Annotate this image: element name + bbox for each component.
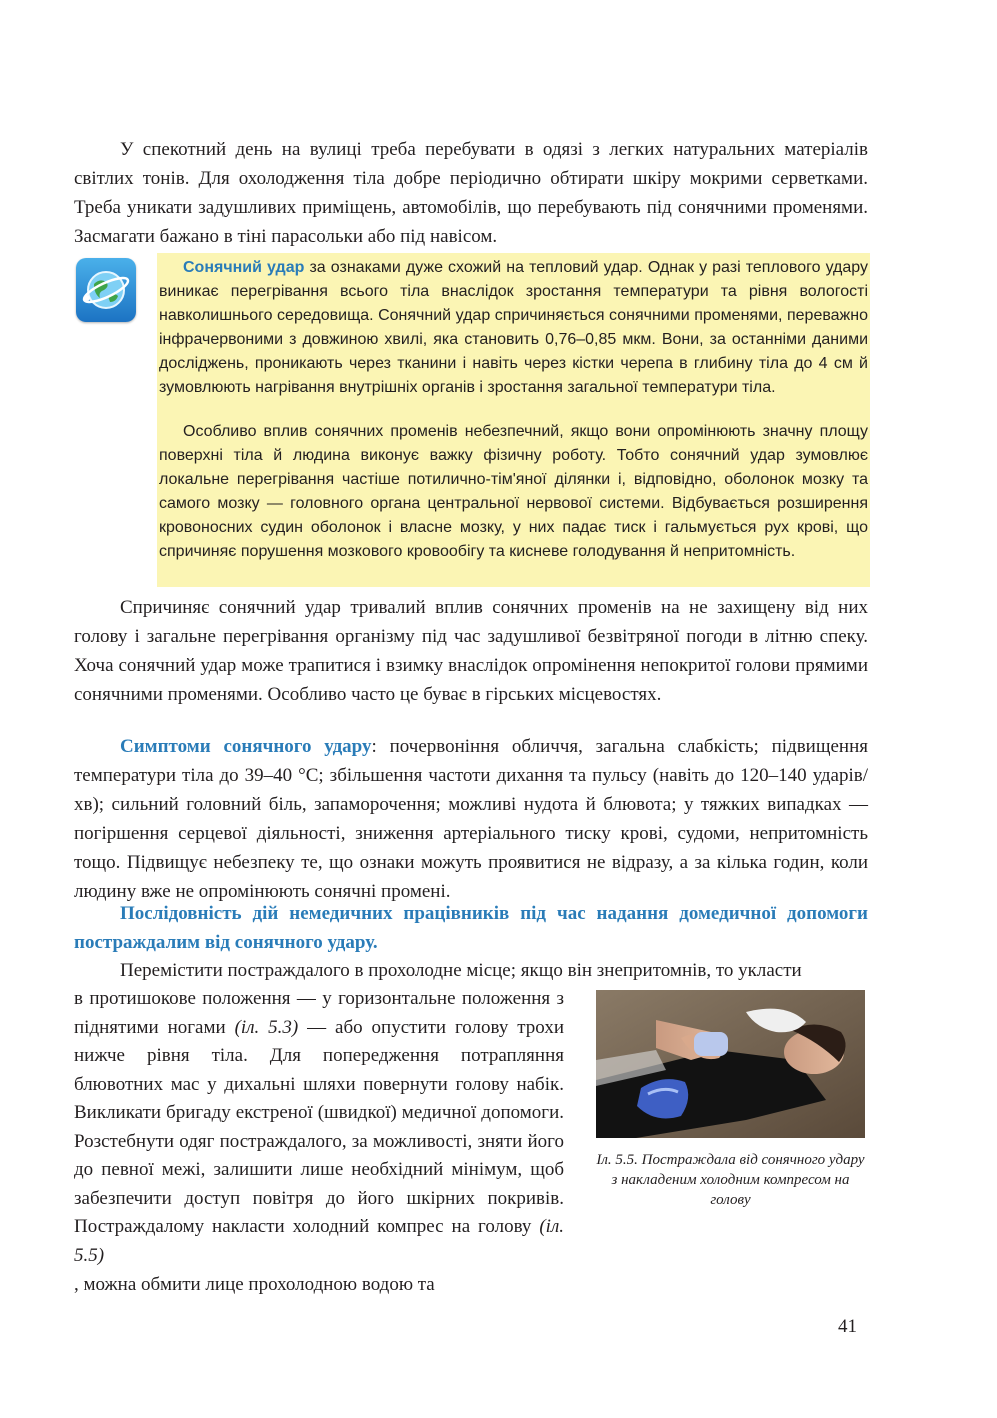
figure-5-5-photo — [596, 990, 865, 1138]
symptoms-paragraph — [74, 732, 868, 906]
globe-info-icon — [76, 258, 136, 322]
actions-text-a: в протишокове положення — у горизонтальне положення з піднятими ногами — [74, 988, 564, 1038]
figure-reference-5-5: (іл. 5.5) — [74, 1216, 564, 1266]
figure-5-5-caption: Іл. 5.5. Постраждала від сонячного удару з накладеним холодним компресом на голову — [596, 1152, 865, 1208]
actions-heading: Послідовність дій немедичних працівників під час надання домедичної допомоги постраждалим від сонячного удару. — [74, 903, 868, 953]
info-box-term: Сонячний удар — [183, 259, 305, 276]
actions-first-line: Перемістити постраждалого в прохолодне місце; якщо він знепритомнів, то укласти — [120, 960, 802, 981]
intro-paragraph: У спекотний день на вулиці треба перебувати в одязі з легких натуральних матеріалів світлих тонів. Для охолодження тіла добре періодично обтирати шкіру мокрими серветками. Треба уникати задушливих приміщень, автомобілів, що перебувають під сонячними променями. Засмагати бажано в тіні парасольки або під навісом. — [74, 139, 868, 247]
info-box-paragraph-2: Особливо вплив сонячних променів небезпечний, якщо вони опромінюють значну площу поверхні тіла й людина виконує важку фізичну роботу. Тобто сонячний удар зумовлює локальне перегрівання частіше потилично-тім'яної ділянки і, відповідно, оболонок мозку та самого мозку — головного органа центральної нервової системи. Відбувається розширення кровоносних судин оболонок і власне мозку, у них падає тиск і гальмується рух крові, що спричиняє порушення мозкового кровообігу та кисневе голодування й непритомність. — [159, 423, 868, 560]
figure-reference-5-3: (іл. 5.3) — [234, 1016, 299, 1038]
actions-wrapped-paragraph — [74, 985, 564, 1270]
info-box-paragraph-1-text: за ознаками дуже схожий на тепловий удар. Однак у разі теплового удару виникає перегрівання всього тіла внаслідок зростання температури та рівня вологості навколишнього середовища. Сонячний удар спричиняється сонячними променями, переважно інфрачервоними з довжиною хвилі, яка становить 0,76–0,85 мкм. Вони, за останніми даними досліджень, проникають через тканини і навіть через кістки черепа в глибину тіла до 4 см й зумовлюють нагрівання внутрішніх органів і зростання загальної температури тіла. — [159, 259, 868, 396]
symptoms-text: : почервоніння обличчя, загальна слабкість; підвищення температури тіла до 39–40 °С; збільшення частоти дихання та пульсу (навіть до 120–140 ударів/хв); сильний головний біль, запаморочення; можливі нудота й блювота; у тяжких випадках — погіршення серцевої діяльності, зниження артеріального тиску крові, судоми, непритомність тощо. Підвищує небезпеку те, що ознаки можуть проявитися не відразу, а за кілька годин, коли людину вже не опромінюють сонячні промені. — [74, 736, 868, 902]
symptoms-term: Симптоми сонячного удару — [120, 736, 372, 757]
causes-paragraph: Спричиняє сонячний удар тривалий вплив сонячних променів на не захищену від них голову і загальне перегрівання організму під час задушливої безвітряної погоди в літню спеку. Хоча сонячний удар може трапитися і взимку внаслідок опромінення непокритої голови прямими сонячними променями. Особливо часто це буває в гірських місцевостях. — [74, 597, 868, 705]
actions-last-line: , можна обмити лице прохолодною водою та — [74, 1274, 435, 1295]
info-box-paragraph-1 — [159, 256, 868, 400]
page-number: 41 — [838, 1316, 857, 1337]
actions-text-b: — або опустити голову трохи нижче рівня тіла. Для попередження потрапляння блювотних мас у дихальні шляхи повернути голову набік. Викликати бригаду екстреної (швидкої) медичної допомоги. Розстебнути одяг постраждалого, за можливості, зняти його до певної межі, залишити лише необхідний мінімум, щоб забезпечити доступ повітря до його шкірних покривів. Постраждалому накласти холодний компрес на голову — [74, 1016, 564, 1237]
